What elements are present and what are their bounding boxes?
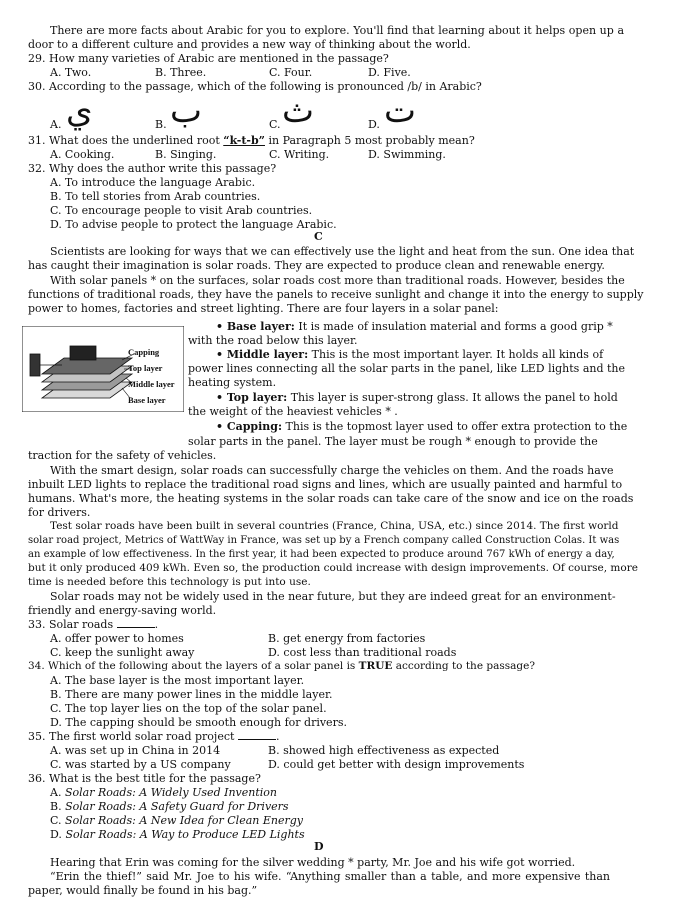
q33-stem: 33. Solar roads . <box>28 618 159 631</box>
q30-option-c-label[interactable]: C. <box>269 118 281 131</box>
d-line-2: “Erin the thief!” said Mr. Joe to his wife. “Anything smaller than a table, and more expensive than <box>50 870 610 883</box>
q35-option-c[interactable]: C. was started by a US company <box>50 758 231 771</box>
q29-option-b[interactable]: B. Three. <box>155 66 207 79</box>
c-p2-line-1: With solar panels * on the surfaces, solar roads cost more than traditional roads. However, besides the <box>50 274 625 287</box>
section-c-label: C <box>314 230 323 243</box>
q36-option-c[interactable]: C. Solar Roads: A New Idea for Clean Energy <box>50 814 303 827</box>
c-p4-line-1: Test solar roads have been built in several countries (France, China, USA, etc.) since 2014. The first world <box>50 520 619 532</box>
c-p4-line-5: time is needed before this technology is put into use. <box>28 576 311 588</box>
base-layer-line-1: • Base layer: It is made of insulation material and forms a good grip * <box>216 320 613 333</box>
q34-option-d[interactable]: D. The capping should be smooth enough for drivers. <box>50 716 347 729</box>
q34-option-c[interactable]: C. The top layer lies on the top of the solar panel. <box>50 702 327 715</box>
arabic-tha-glyph[interactable]: ث <box>282 91 315 131</box>
top-layer-line-2: the weight of the heaviest vehicles * . <box>188 405 398 418</box>
underlined-root: “k-t-b” <box>223 134 265 147</box>
middle-layer-line-1: • Middle layer: This is the most important layer. It holds all kinds of <box>216 348 604 361</box>
q36-option-d[interactable]: D. Solar Roads: A Way to Produce LED Lights <box>50 828 305 841</box>
c-p2-line-2: functions of traditional roads, they have the panels to receive sunlight and change it into the energy to supply <box>28 288 644 301</box>
capping-line-1: • Capping: This is the topmost layer used to offer extra protection to the <box>216 420 628 433</box>
c-p1-line-2: has caught their imagination is solar roads. They are expected to produce clean and renewable energy. <box>28 259 605 272</box>
q31-option-c[interactable]: C. Writing. <box>269 148 330 161</box>
q33-option-c[interactable]: C. keep the sunlight away <box>50 646 195 659</box>
c-p3-line-2: inbuilt LED lights to replace the traditional road signs and lines, which are usually painted and harmful to <box>28 478 623 491</box>
q31-stem: 31. What does the underlined root “k-t-b” in Paragraph 5 most probably mean? <box>28 134 475 147</box>
c-p4-line-2: solar road project, Metrics of WattWay in France, was set up by a French company called Construction Colas. It was <box>28 535 620 546</box>
side-module-shape <box>30 354 40 376</box>
middle-layer-line-2: power lines connecting all the solar parts in the panel, like LED lights and the <box>188 362 626 375</box>
figure-label-base-layer: Base layer <box>128 395 166 405</box>
q29-option-d[interactable]: D. Five. <box>368 66 411 79</box>
q35-option-a[interactable]: A. was set up in China in 2014 <box>50 744 221 757</box>
q34-option-a[interactable]: A. The base layer is the most important layer. <box>50 674 305 687</box>
base-layer-line-2: with the road below this layer. <box>188 334 358 347</box>
figure-label-middle-layer: Middle layer <box>128 379 175 389</box>
q29-stem: 29. How many varieties of Arabic are mentioned in the passage? <box>28 52 389 65</box>
q35-stem: 35. The first world solar road project . <box>28 730 280 743</box>
q35-option-d[interactable]: D. could get better with design improvements <box>268 758 525 771</box>
q33-option-d[interactable]: D. cost less than traditional roads <box>268 646 457 659</box>
q31-option-a[interactable]: A. Cooking. <box>50 148 115 161</box>
q36-option-a[interactable]: A. Solar Roads: A Widely Used Invention <box>50 786 277 799</box>
q30-option-a-label[interactable]: A. <box>50 118 62 131</box>
middle-layer-line-3: heating system. <box>188 376 277 389</box>
q31-option-d[interactable]: D. Swimming. <box>368 148 446 161</box>
c-p4-line-3: an example of low effectiveness. In the first year, it had been expected to produce around 767 kWh of energy a day, <box>28 549 615 560</box>
q32-option-b[interactable]: B. To tell stories from Arab countries. <box>50 190 261 203</box>
figure-label-capping: Capping <box>128 347 160 357</box>
q31-option-b[interactable]: B. Singing. <box>155 148 217 161</box>
top-layer-line-1: • Top layer: This layer is super-strong glass. It allows the panel to hold <box>216 391 618 404</box>
capping-line-2: solar parts in the panel. The layer must be rough * enough to provide the <box>188 435 598 448</box>
c-p4-line-4: but it only produced 409 kWh. Even so, the production could increase with design improvements. Of course, more <box>28 562 638 574</box>
q30-option-b-label[interactable]: B. <box>155 118 167 131</box>
q35-option-b[interactable]: B. showed high effectiveness as expected <box>268 744 500 757</box>
passage-b-line-1: There are more facts about Arabic for you to explore. You'll find that learning about it helps open up a <box>50 24 624 37</box>
q34-option-b[interactable]: B. There are many power lines in the middle layer. <box>50 688 333 701</box>
capping-line-3: traction for the safety of vehicles. <box>28 449 217 462</box>
figure-label-top-layer: Top layer <box>128 363 163 373</box>
q33-option-b[interactable]: B. get energy from factories <box>268 632 426 645</box>
q30-option-d-label[interactable]: D. <box>368 118 380 131</box>
section-d-label: D <box>314 840 324 853</box>
q30-stem: 30. According to the passage, which of the following is pronounced /b/ in Arabic? <box>28 80 482 93</box>
c-p3-line-1: With the smart design, solar roads can successfully charge the vehicles on them. And the roads have <box>50 464 614 477</box>
q33-option-a[interactable]: A. offer power to homes <box>50 632 184 645</box>
q32-option-a[interactable]: A. To introduce the language Arabic. <box>50 176 256 189</box>
q33-blank[interactable] <box>117 618 155 628</box>
arabic-ba-glyph[interactable]: ب <box>170 91 203 131</box>
arabic-ya-glyph[interactable]: ي <box>66 91 93 131</box>
arabic-ta-glyph[interactable]: ت <box>384 91 417 131</box>
q36-option-b[interactable]: B. Solar Roads: A Safety Guard for Drivers <box>50 800 289 813</box>
q29-option-c[interactable]: C. Four. <box>269 66 313 79</box>
q34-stem: 34. Which of the following about the layers of a solar panel is TRUE according to the passage? <box>28 660 535 672</box>
c-p5-line-1: Solar roads may not be widely used in the near future, but they are indeed great for an environment- <box>50 590 616 603</box>
c-p2-line-3: power to homes, factories and street lighting. There are four layers in a solar panel: <box>28 302 499 315</box>
q32-option-c[interactable]: C. To encourage people to visit Arab countries. <box>50 204 313 217</box>
q32-stem: 32. Why does the author write this passage? <box>28 162 277 175</box>
q29-option-a[interactable]: A. Two. <box>50 66 92 79</box>
q35-blank[interactable] <box>238 730 276 740</box>
c-p3-line-3: humans. What's more, the heating systems in the solar roads can take care of the snow and ice on the roads <box>28 492 634 505</box>
q32-option-d[interactable]: D. To advise people to protect the language Arabic. <box>50 218 337 231</box>
d-line-1: Hearing that Erin was coming for the silver wedding * party, Mr. Joe and his wife got worried. <box>50 856 576 869</box>
vehicle-shape <box>70 346 96 360</box>
d-line-3: paper, would finally be found in his bag.” <box>28 884 258 897</box>
c-p5-line-2: friendly and energy-saving world. <box>28 604 217 617</box>
passage-b-line-2: door to a different culture and provides a new way of thinking about the world. <box>28 38 471 51</box>
c-p1-line-1: Scientists are looking for ways that we can effectively use the light and heat from the sun. One idea that <box>50 245 635 258</box>
q36-stem: 36. What is the best title for the passage? <box>28 772 261 785</box>
c-p3-line-4: for drivers. <box>28 506 91 519</box>
